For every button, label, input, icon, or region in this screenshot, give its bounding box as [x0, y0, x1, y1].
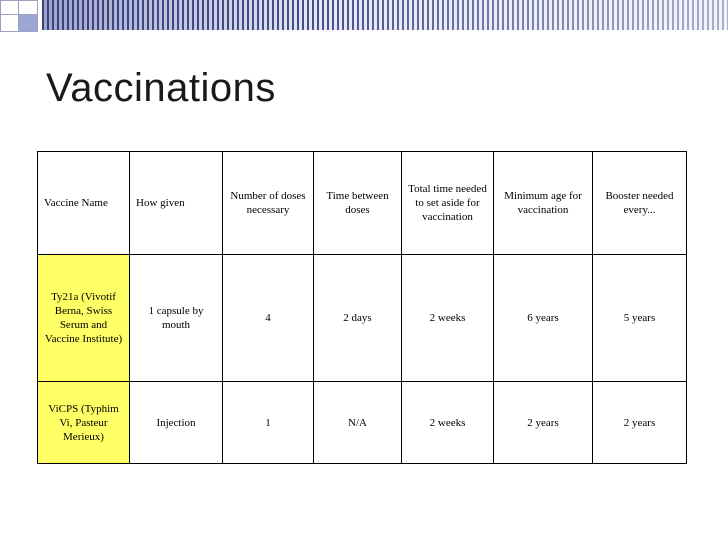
table-cell: 2 years	[593, 382, 687, 464]
table-cell: 2 years	[494, 382, 593, 464]
table-cell: 4	[223, 255, 314, 382]
decor-square	[0, 14, 20, 32]
table-cell: 5 years	[593, 255, 687, 382]
header-cell: Booster needed every...	[593, 152, 687, 255]
table-cell: 1 capsule by mouth	[130, 255, 223, 382]
table-cell: Injection	[130, 382, 223, 464]
header-cell: Minimum age for vaccination	[494, 152, 593, 255]
table-cell: 2 weeks	[402, 255, 494, 382]
table-cell: 2 weeks	[402, 382, 494, 464]
vaccination-table	[37, 151, 687, 464]
header-cell: Time between doses	[314, 152, 402, 255]
table-cell: 2 days	[314, 255, 402, 382]
slide-title: Vaccinations	[46, 66, 276, 110]
header-cell: How given	[130, 152, 223, 255]
table-cell: 6 years	[494, 255, 593, 382]
table-row	[38, 382, 687, 464]
header-cell: Total time needed to set aside for vaccination	[402, 152, 494, 255]
table-header-row	[38, 152, 687, 255]
title-stripe-fade	[42, 0, 728, 30]
header-cell: Vaccine Name	[38, 152, 130, 255]
table-cell: N/A	[314, 382, 402, 464]
decor-square-filled	[18, 14, 38, 32]
vaccine-name-cell: Ty21a (Vivotif Berna, Swiss Serum and Vaccine Institute)	[38, 255, 130, 382]
vaccine-name-cell: ViCPS (Typhim Vi, Pasteur Merieux)	[38, 382, 130, 464]
header-cell: Number of doses necessary	[223, 152, 314, 255]
table-row	[38, 255, 687, 382]
table-cell: 1	[223, 382, 314, 464]
